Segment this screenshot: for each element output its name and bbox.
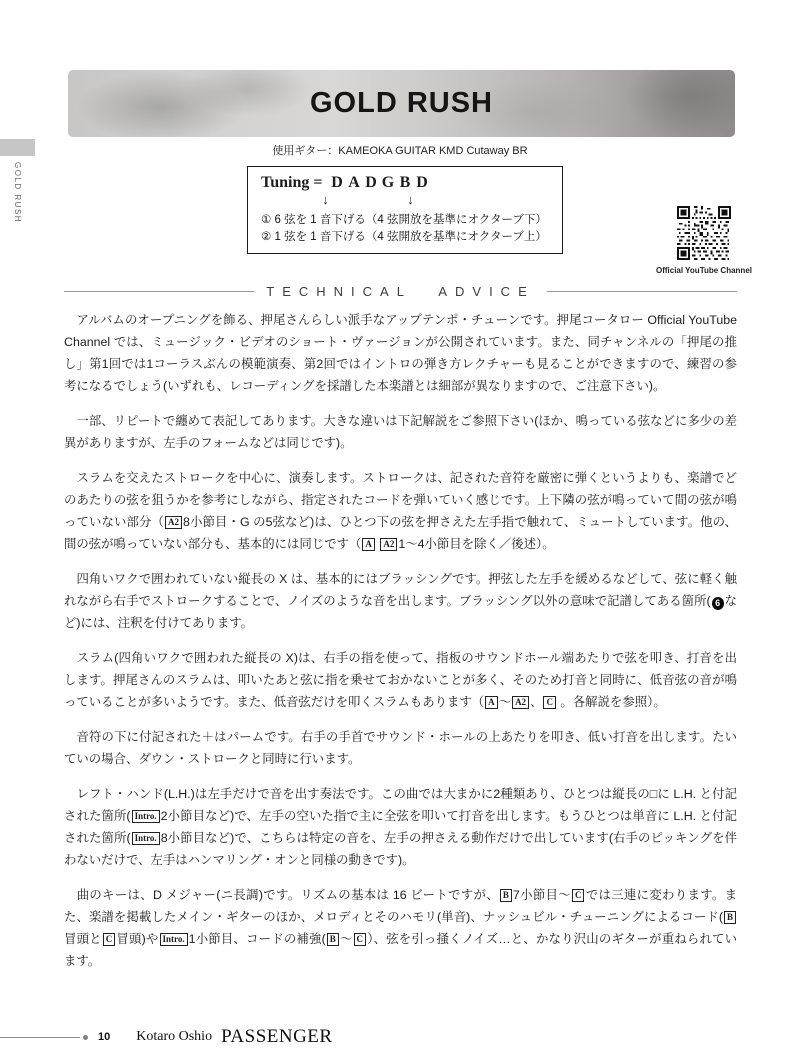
tuning-letters: [328, 174, 430, 192]
rehearsal-mark-box: A2: [512, 696, 529, 709]
rehearsal-mark-box: C: [543, 696, 556, 709]
advice-text: 曲のキーは、D メジャー(ニ長調)です。リズムの基本は 16 ビートですが、: [64, 888, 499, 902]
advice-text: 冒頭)や: [116, 932, 159, 946]
rehearsal-mark-box: Intro.: [160, 933, 188, 946]
advice-text: 四角いワクで囲われていない縦長の X は、基本的にはブラッシングです。押弦した左手を緩めるなどして、弦に軽く触れながら右手でストロークすることで、ノイズのような音を出します。ブラッシング以外の意味で記譜してある箇所(: [64, 572, 737, 608]
advice-paragraph: [64, 884, 737, 972]
rehearsal-mark-box: C: [572, 889, 585, 902]
advice-text: 。各解説を参照）。: [556, 695, 666, 709]
footer-artist: Kotaro Oshio: [136, 1029, 213, 1044]
rehearsal-mark-box: B: [327, 933, 339, 946]
section-rule-right: [547, 291, 737, 292]
tuning-prefix: Tuning =: [261, 174, 323, 191]
advice-paragraphs: [64, 309, 737, 985]
rehearsal-mark-box: C: [354, 933, 367, 946]
advice-paragraph: [64, 726, 737, 770]
qr-caption: Official YouTube Channel: [655, 266, 752, 275]
advice-text: 8小節目・G の5弦など)は、ひとつ下の弦を押さえた左手指で触れて、ミュートしています。他の、間の弦が鳴っていない部分も、基本的には同じです（: [64, 515, 738, 551]
down-arrow-icon: ↓: [407, 192, 414, 207]
rehearsal-mark-box: A: [485, 696, 498, 709]
advice-text: 音符の下に付記された＋はパームです。右手の手首でサウンド・ホールの上あたりを叩き、低い打音を出します。たいていの場合、ダウン・ストロークと同時に行います。: [64, 730, 737, 766]
tuning-note-letter: D: [331, 174, 343, 191]
rehearsal-mark-box: Intro.: [132, 832, 160, 845]
rehearsal-mark-box: Intro.: [132, 810, 160, 823]
rehearsal-mark-box: B: [724, 911, 736, 924]
advice-paragraph: [64, 568, 737, 634]
footer-dot: [83, 1035, 88, 1040]
advice-text: など)には、注釈を付けてあります。: [64, 594, 737, 630]
advice-text: 一部、リピートで纏めて表記してあります。大きな違いは下記解説をご参照下さい(ほか、鳴っている弦などに多少の差異がありますが、左手のフォームなどは同じです)。: [64, 414, 737, 450]
advice-paragraph: [64, 309, 737, 397]
youtube-qr-block: [652, 206, 756, 275]
advice-paragraph: [64, 467, 737, 555]
tuning-arrows-row: [261, 192, 562, 207]
tuning-box: [247, 166, 563, 254]
song-title: GOLD RUSH: [310, 87, 493, 119]
advice-text: ～: [339, 932, 353, 946]
page-footer: [0, 1028, 800, 1046]
rehearsal-mark-box: B: [500, 889, 512, 902]
tuning-note-letter: D: [416, 174, 428, 191]
advice-text: 、: [530, 695, 543, 709]
side-tab-label: GOLD RUSH: [13, 162, 22, 224]
tuning-note-letter: A: [348, 174, 360, 191]
tuning-note-1: ① 6 弦を 1 音下げる（4 弦開放を基準にオクターブ下）: [261, 214, 547, 226]
page-number: 10: [98, 1031, 111, 1043]
section-rule-left: [64, 291, 254, 292]
footer-album-title: PASSENGER: [221, 1026, 333, 1047]
rehearsal-mark-box: A2: [165, 516, 182, 529]
section-header: [64, 284, 737, 298]
tuning-notes: [261, 212, 562, 246]
rehearsal-mark-box: A2: [380, 538, 397, 551]
footer-rule: [0, 1037, 80, 1038]
down-arrow-icon: ↓: [322, 192, 329, 207]
advice-paragraph: [64, 783, 737, 871]
advice-text: スラムを交えたストロークを中心に、演奏します。ストロークは、記された音符を厳密に弾くというよりも、楽譜でどのあたりの弦を狙うかを参考にしながら、指定されたコードを弾いていく感じです。上下隣の弦が鳴っていて間の弦が鳴っていない部分（: [64, 471, 737, 529]
title-banner: [68, 70, 735, 137]
advice-text: スラム(四角いワクで囲われた縦長の X)は、右手の指を使って、指板のサウンドホール端あたりで弦を叩き、打音を出します。押尾さんのスラムは、叩いたあと弦に指を乗せておかないことが多く、そのため打音と同時に、低音弦の音が鳴っていることが多いようです。また、低音弦だけを叩くスラムもあります（: [64, 651, 737, 709]
advice-text: 2小節目など)で、左手の空いた指で主に全弦を叩いて打音を出します。もうひとつは単音に L.H. と付記された箇所(: [64, 809, 737, 845]
advice-text: 1小節目、コードの補強(: [188, 932, 326, 946]
tuning-note-letter: D: [365, 174, 377, 191]
guitar-caption: 使用ギター：KAMEOKA GUITAR KMD Cutaway BR: [272, 145, 528, 157]
string-number-badge: 6: [712, 597, 724, 610]
tuning-note-2: ② 1 弦を 1 音下げる（4 弦開放を基準にオクターブ上）: [261, 231, 547, 243]
tuning-note-letter: G: [381, 174, 395, 191]
advice-paragraph: [64, 410, 737, 454]
advice-text: [376, 537, 379, 551]
tuning-note-letter: B: [399, 174, 411, 191]
advice-text: ～: [498, 695, 512, 709]
advice-text: レフト・ハンド(L.H.)は左手だけで音を出す奏法です。この曲では大まかに2種類あり、ひとつは縦長の□に L.H. と付記された箇所(: [64, 787, 737, 823]
qr-code-image: [677, 206, 731, 260]
section-title: TECHNICAL ADVICE: [266, 283, 535, 299]
advice-paragraph: [64, 647, 737, 713]
advice-text: 1～4小節目を除く／後述）。: [398, 537, 555, 551]
advice-text: 冒頭と: [64, 932, 102, 946]
advice-text: 8小節目など)で、こちらは特定の音を、左手の押さえる動作だけで出しています(右手のピッキングを伴わないだけで、左手はハンマリング・オンと同様の動きです)。: [64, 831, 737, 867]
tuning-arrow-slots: [317, 192, 419, 208]
advice-text: 7小節目～: [512, 888, 571, 902]
advice-text: アルバムのオープニングを飾る、押尾さんらしい派手なアップテンポ・チューンです。押尾コータロー Official YouTube Channel では、ミュージック・ビデオのショート・ヴァージョンが公開されています。また、同チャンネルの「押尾の推し」第1回では1コーラスぶんの模範演奏、第2回ではイントロの弾き方レクチャーも見ることができますので、練習の参考になるでしょう(いずれも、レコーディングを採譜した本楽譜とは細部が異なりますので、ご注意下さい)。: [64, 313, 737, 393]
rehearsal-mark-box: C: [103, 933, 116, 946]
tuning-line: [261, 174, 562, 192]
advice-text: では三連に変わります。また、楽譜を掲載したメイン・ギターのほか、メロディとそのハモリ(単音)、ナッシュビル・チューニングによるコード(: [64, 888, 737, 924]
advice-text: ）、弦を引っ掻くノイズ…と、かなり沢山のギターが重ねられています。: [64, 932, 738, 968]
rehearsal-mark-box: A: [362, 538, 375, 551]
